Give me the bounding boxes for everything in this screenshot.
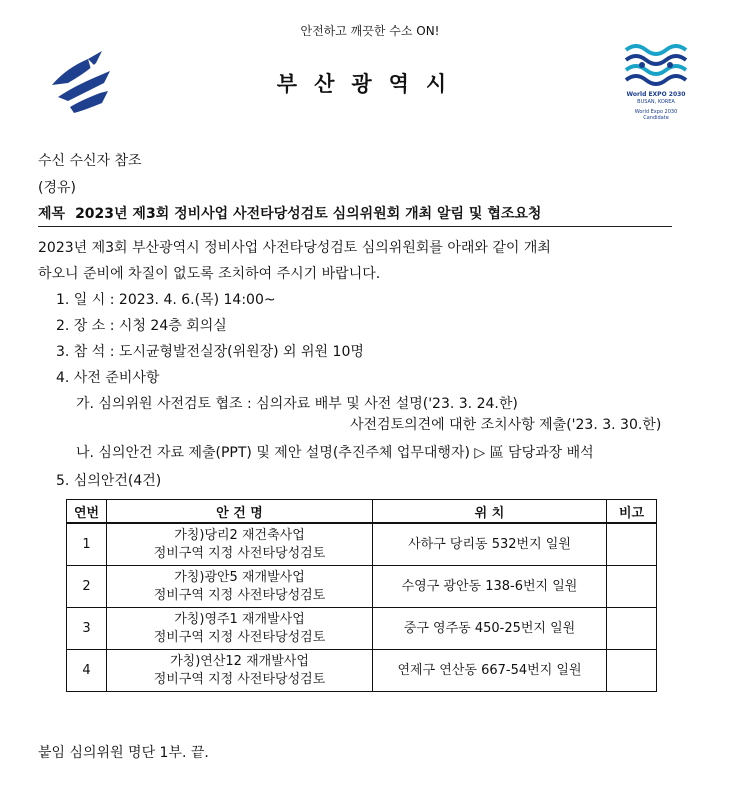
row-location: 연제구 연산동 667-54번지 일원	[373, 650, 607, 692]
header-name: 안 건 명	[107, 500, 373, 524]
organization-name: 부산광역시	[276, 72, 464, 96]
row-name	[107, 650, 373, 692]
expo-subtitle: BUSAN, KOREA	[637, 99, 675, 105]
row-location: 사하구 당리동 532번지 일원	[373, 523, 607, 566]
table-row	[67, 650, 657, 692]
table-row	[67, 608, 657, 650]
subject-line	[38, 203, 541, 223]
body-paragraph-line1: 2023년 제3회 부산광역시 정비사업 사전타당성검토 심의위원회를 아래와 같이 개최	[38, 240, 551, 256]
expo-candidate-line2: Candidate	[643, 115, 669, 121]
expo-title: World EXPO 2030	[626, 91, 686, 98]
row-no: 3	[67, 608, 107, 650]
via-line: (경유)	[38, 180, 76, 196]
row-name	[107, 566, 373, 608]
item-date: 1. 일 시 : 2023. 4. 6.(목) 14:00~	[56, 292, 276, 308]
row-name-line2: 정비구역 지정 사전타당성검토	[153, 629, 326, 645]
row-name-line1: 가칭)영주1 재개발사업	[174, 611, 305, 627]
row-location: 중구 영주동 450-25번지 일원	[373, 608, 607, 650]
item-place: 2. 장 소 : 시청 24층 회의실	[56, 318, 227, 334]
row-name-line1: 가칭)광안5 재개발사업	[174, 569, 305, 585]
attachment-line: 붙임 심의위원 명단 1부. 끝.	[38, 745, 209, 761]
table-row	[67, 566, 657, 608]
row-note	[607, 523, 657, 566]
row-location: 수영구 광안동 138-6번지 일원	[373, 566, 607, 608]
expo-candidate-line1: World Expo 2030	[634, 109, 678, 115]
row-name-line1: 가칭)당리2 재건축사업	[174, 527, 305, 543]
header-no: 연번	[67, 500, 107, 524]
header-note: 비고	[607, 500, 657, 524]
slogan: 안전하고 깨끗한 수소 ON!	[300, 24, 440, 38]
row-note	[607, 650, 657, 692]
item-agenda: 5. 심의안건(4건)	[56, 473, 162, 489]
row-name-line2: 정비구역 지정 사전타당성검토	[153, 671, 326, 687]
subject-label: 제목	[38, 206, 66, 222]
body-paragraph-line2: 하오니 준비에 차질이 없도록 조치하여 주시기 바랍니다.	[38, 266, 381, 282]
item-attendees: 3. 참 석 : 도시균형발전실장(위원장) 외 위원 10명	[56, 344, 364, 360]
row-no: 1	[67, 523, 107, 566]
row-name	[107, 523, 373, 566]
row-name-line1: 가칭)연산12 재개발사업	[170, 653, 309, 669]
recipient-line: 수신 수신자 참조	[38, 153, 142, 169]
row-no: 4	[67, 650, 107, 692]
table-row	[67, 523, 657, 566]
table-header-row	[67, 500, 657, 524]
agenda-table	[66, 499, 657, 692]
subject-text: 2023년 제3회 정비사업 사전타당성검토 심의위원회 개최 알림 및 협조요청	[75, 206, 542, 222]
item-preparation: 4. 사전 준비사항	[56, 370, 160, 386]
item-preparation-a-line1: 가. 심의위원 사전검토 협조 : 심의자료 배부 및 사전 설명('23. 3. 24.한)	[76, 396, 518, 412]
header-location: 위 치	[373, 500, 607, 524]
world-expo-2030-emblem-icon	[612, 40, 700, 124]
row-name-line2: 정비구역 지정 사전타당성검토	[153, 545, 326, 561]
row-no: 2	[67, 566, 107, 608]
item-preparation-a-line2: 사전검토의견에 대한 조치사항 제출('23. 3. 30.한)	[350, 417, 662, 433]
row-name-line2: 정비구역 지정 사전타당성검토	[153, 587, 326, 603]
row-note	[607, 566, 657, 608]
subject-divider	[38, 226, 672, 227]
row-note	[607, 608, 657, 650]
item-preparation-b: 나. 심의안건 자료 제출(PPT) 및 제안 설명(추진주체 업무대행자) ▷ 區 담당과장 배석	[76, 445, 594, 461]
row-name	[107, 608, 373, 650]
